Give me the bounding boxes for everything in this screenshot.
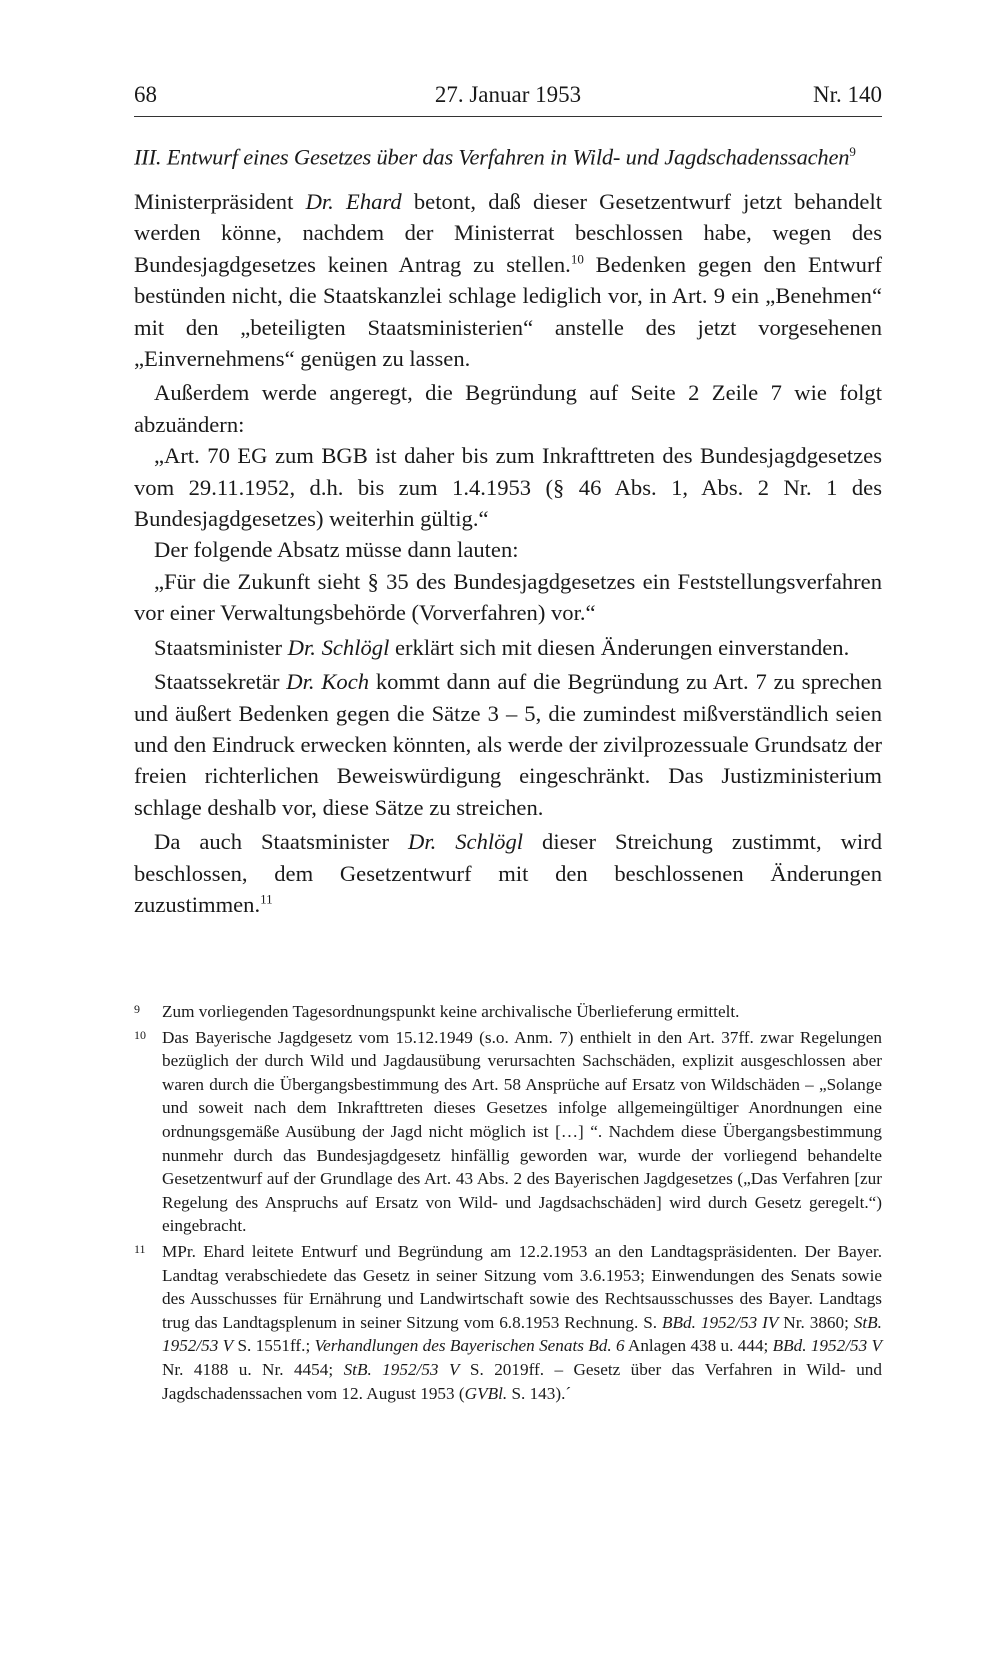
paragraph-6 [134, 632, 882, 663]
paragraph-3-quote: „Art. 70 EG zum BGB ist daher bis zum Inkrafttreten des Bundesjagdgesetzes vom 29.11.1952, d.h. bis zum 1.4.1953 (§ 46 Abs. 1, Abs. 2 Nr. 1 des Bundesjagdgesetzes) weiterhin gültig.“ [134, 443, 882, 532]
footnote-10 [134, 1026, 882, 1238]
footnote-number: 10 [134, 1027, 146, 1042]
section-title [134, 144, 894, 171]
footnote-11 [134, 1240, 882, 1405]
p7-text-b: kommt dann auf die Begründung zu Art. 7 zu sprechen und äußert Bedenken gegen die Sätze 3 – 5, die zumindest mißverständlich seien und den Eindruck erwecken könnten, als werde der zivilprozessuale Grundsatz der freien richterlichen Beweiswürdigung eingeschränkt. Das Justizministerium schlage deshalb vor, diese Sätze zu streichen. [134, 669, 882, 820]
fn11-text-3: S. 1551ff.; [233, 1336, 315, 1356]
paragraph-1 [134, 186, 882, 374]
section-title-text: III. Entwurf eines Gesetzes über das Verfahren in Wild- und Jagdschadenssachen [134, 144, 850, 170]
person-name-schloegl-2: Dr. Schlögl [408, 829, 524, 855]
footnote-ref-9[interactable]: 9 [849, 144, 856, 159]
paragraph-7 [134, 666, 882, 823]
fn11-citation-4: BBd. 1952/53 V [772, 1336, 882, 1356]
footnote-number: 9 [134, 1002, 140, 1016]
paragraph-4: Der folgende Absatz müsse dann lauten: [154, 537, 519, 563]
fn11-text-5: Nr. 4188 u. Nr. 4454; [162, 1359, 344, 1379]
paragraph-8 [134, 826, 882, 920]
fn11-citation-5: StB. 1952/53 V [343, 1359, 460, 1379]
fn11-text-6: S. 2019ff. – Gesetz über das Verfahren in Wild- und Jagdschadenssachen vom 12. August 1953 ( [162, 1359, 882, 1403]
p6-text-b: erklärt sich mit diesen Änderungen einverstanden. [389, 634, 850, 660]
footnote-ref-11[interactable]: 11 [260, 891, 273, 907]
page-number: 68 [134, 82, 157, 107]
fn11-citation-1: BBd. 1952/53 IV [662, 1312, 779, 1332]
fn11-citation-3: Verhandlungen des Bayerischen Senats Bd. 6 [314, 1336, 625, 1356]
footnote-ref-10[interactable]: 10 [570, 251, 584, 267]
p6-text-a: Staatsminister [154, 634, 288, 660]
fn11-text-2: Nr. 3860; [778, 1312, 854, 1332]
p7-text-a: Staatssekretär [154, 669, 287, 695]
fn11-text-4: Anlagen 438 u. 444; [624, 1336, 773, 1356]
person-name-koch: Dr. Koch [286, 669, 370, 695]
paragraph-5-quote: „Für die Zukunft sieht § 35 des Bundesjagdgesetzes ein Feststellungsverfahren vor einer Verwaltungsbehörde (Vorverfahren) vor.“ [134, 568, 882, 626]
footnote-9 [134, 1000, 882, 1024]
footnote-number: 11 [134, 1241, 146, 1256]
issue-number: Nr. 140 [813, 82, 882, 107]
body-text [134, 186, 882, 920]
footnotes [134, 1000, 882, 1407]
footnote-text: Das Bayerische Jagdgesetz vom 15.12.1949 (s.o. Anm. 7) enthielt in den Art. 37ff. zwar Regelungen bezüglich der durch Wild und Jagdausübung verursachten Sachschäden, explizit ausgeschlossen aber waren durch die Übergangsbestimmung des Art. 58 Ansprüche auf Ersatz von Wildschäden – „Solange und soweit nach dem Inkrafttreten dieses Gesetzes infolge allgemeingültiger Anordnungen eine ordnungsgemäße Ausübung der Jagd nicht möglich ist […] “. Nachdem diese Übergangsbestimmung nunmehr durch das Bundesjagdgesetz hinfällig geworden war, wurde der vorliegend behandelte Gesetzentwurf auf der Grundlage des Art. 43 Abs. 2 des Bayerischen Jagdgesetzes („Das Verfahren [zur Regelung des Anspruchs auf Ersatz von Wild- und Jagdsachschäden] wird durch Gesetz geregelt.“) eingebracht. [162, 1027, 882, 1236]
p8-text-a: Da auch Staatsminister [154, 829, 408, 855]
fn11-text-1: MPr. Ehard leitete Entwurf und Begründung am 12.2.1953 an den Landtagspräsidenten. Der Bayer. Landtag verabschiedete das Gesetz in seiner Sitzung vom 3.6.1953; Einwendungen des Senats sowie des Ausschusses für Ernährung und Landwirtschaft sowie des Rechtsausschusses des Bayer. Landtags trug das Landtagsplenum in seiner Sitzung vom 6.8.1953 Rechnung. S. [162, 1241, 882, 1332]
header-date: 27. Januar 1953 [434, 82, 582, 107]
footnote-text: Zum vorliegenden Tagesordnungspunkt keine archivalische Überlieferung ermittelt. [162, 1002, 740, 1021]
running-header [134, 82, 882, 117]
p1-text-c: Bedenken gegen den Entwurf bestünden nicht, die Staatskanzlei schlage lediglich vor, in Art. 9 ein „Benehmen“ mit den „beteiligten Staatsministerien“ anstelle des jetzt vorgesehenen „Einvernehmens“ genügen zu lassen. [134, 251, 883, 372]
p1-text-a: Ministerpräsident [134, 189, 306, 214]
fn11-text-7: S. 143).´ [507, 1383, 572, 1403]
p1-text-b: betont, daß dieser Gesetzentwurf jetzt behandelt werden könne, nachdem der Ministerrat beschlossen habe, wegen des Bundesjagdgesetzes keinen Antrag zu stellen. [134, 189, 883, 277]
person-name-schloegl: Dr. Schlögl [287, 634, 390, 660]
p8-text-b: dieser Streichung zustimmt, wird beschlossen, dem Gesetzentwurf mit den beschlossenen Änderungen zuzustimmen. [134, 829, 883, 917]
fn11-citation-6: GVBl. [464, 1383, 508, 1403]
fn11-citation-2: StB. 1952/53 V [162, 1312, 882, 1356]
person-name-ehard: Dr. Ehard [305, 189, 402, 214]
paragraph-2: Außerdem werde angeregt, die Begründung auf Seite 2 Zeile 7 wie folgt abzuändern: [134, 380, 882, 437]
